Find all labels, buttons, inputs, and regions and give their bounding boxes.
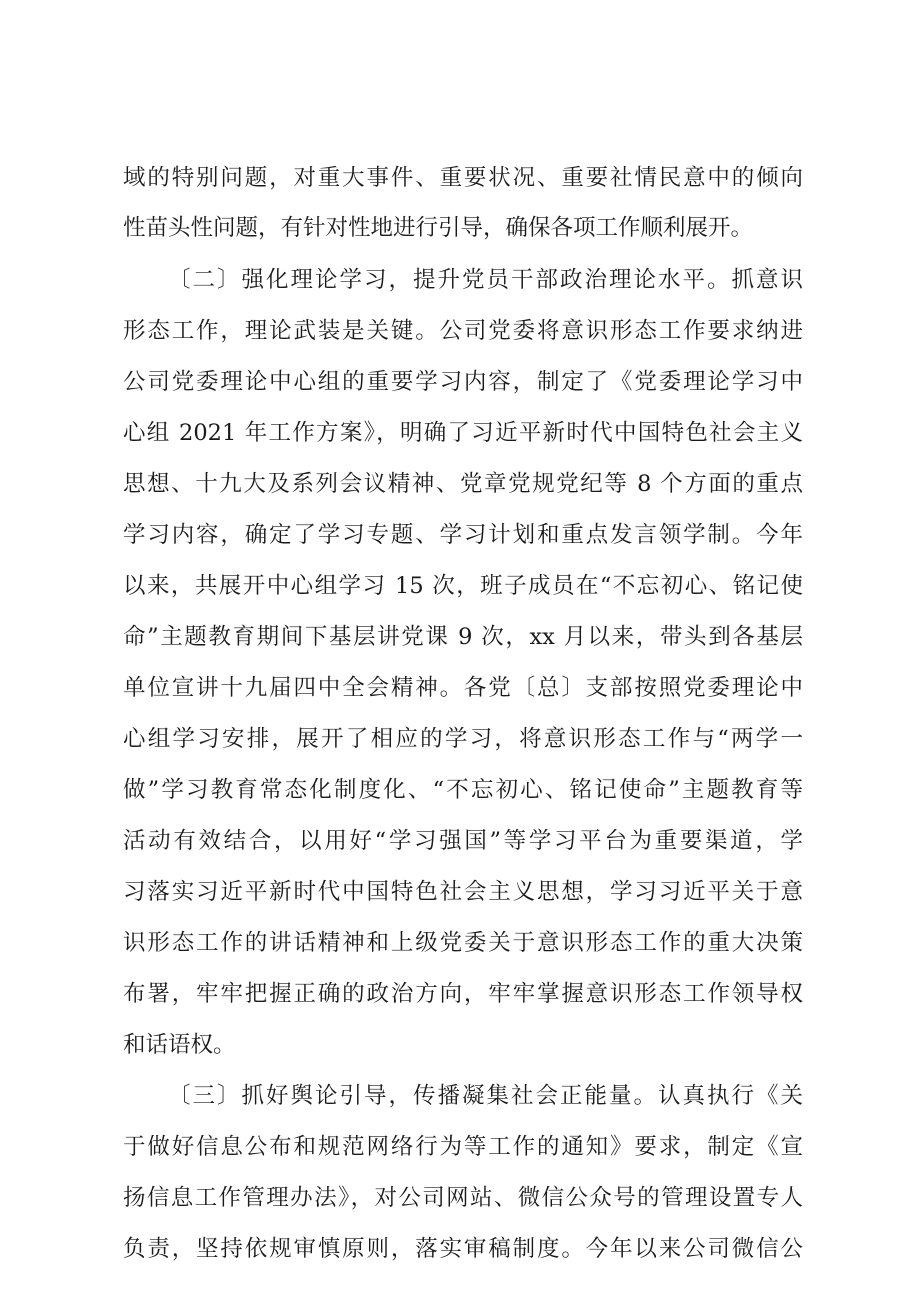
- text-line: 习落实习近平新时代中国特色社会主义思想，学习习近平关于意: [123, 879, 803, 905]
- text-line: 学习内容，确定了学习专题、学习计划和重点发言领学制。今年: [123, 522, 803, 548]
- text-line: 和话语权。: [123, 1032, 236, 1058]
- text-line: 心组学习安排，展开了相应的学习，将意识形态工作与“两学一: [123, 726, 803, 752]
- text-line: 单位宣讲十九届四中全会精神。各党〔总〕支部按照党委理论中: [123, 675, 803, 701]
- text-line: 公司党委理论中心组的重要学习内容，制定了《党委理论学习中: [123, 369, 803, 395]
- text-line: 扬信息工作管理办法》，对公司网站、微信公众号的管理设置专人: [123, 1185, 803, 1211]
- text-line: 于做好信息公布和规范网络行为等工作的通知》要求，制定《宣: [123, 1134, 803, 1160]
- text-line: 形态工作，理论武装是关键。公司党委将意识形态工作要求纳进: [123, 318, 803, 344]
- section-three-heading-line: 〔三〕抓好舆论引导，传播凝集社会正能量。认真执行《关: [168, 1083, 803, 1109]
- text-line: 心组 2021 年工作方案》，明确了习近平新时代中国特色社会主义: [123, 420, 803, 446]
- text-line: 命”主题教育期间下基层讲党课 9 次，xx 月以来，带头到各基层: [123, 624, 803, 650]
- text-line: 域的特别问题，对重大事件、重要状况、重要社情民意中的倾向: [123, 165, 803, 191]
- text-line: 性苗头性问题，有针对性地进行引导，确保各项工作顺利展开。: [123, 215, 754, 241]
- text-line: 负责，坚持依规审慎原则，落实审稿制度。今年以来公司微信公: [123, 1236, 803, 1262]
- text-line: 思想、十九大及系列会议精神、党章党规党纪等 8 个方面的重点: [123, 471, 803, 497]
- text-line: 布署，牢牢把握正确的政治方向，牢牢掌握意识形态工作领导权: [123, 981, 803, 1007]
- text-line: 以来，共展开中心组学习 15 次，班子成员在“不忘初心、铭记使: [123, 573, 803, 599]
- section-two-heading-line: 〔二〕强化理论学习，提升党员干部政治理论水平。抓意识: [168, 267, 803, 293]
- text-line: 做”学习教育常态化制度化、“不忘初心、铭记使命”主题教育等: [123, 777, 803, 803]
- text-line: 识形态工作的讲话精神和上级党委关于意识形态工作的重大决策: [123, 930, 803, 956]
- text-line: 活动有效结合，以用好“学习强国”等学习平台为重要渠道，学: [123, 828, 803, 854]
